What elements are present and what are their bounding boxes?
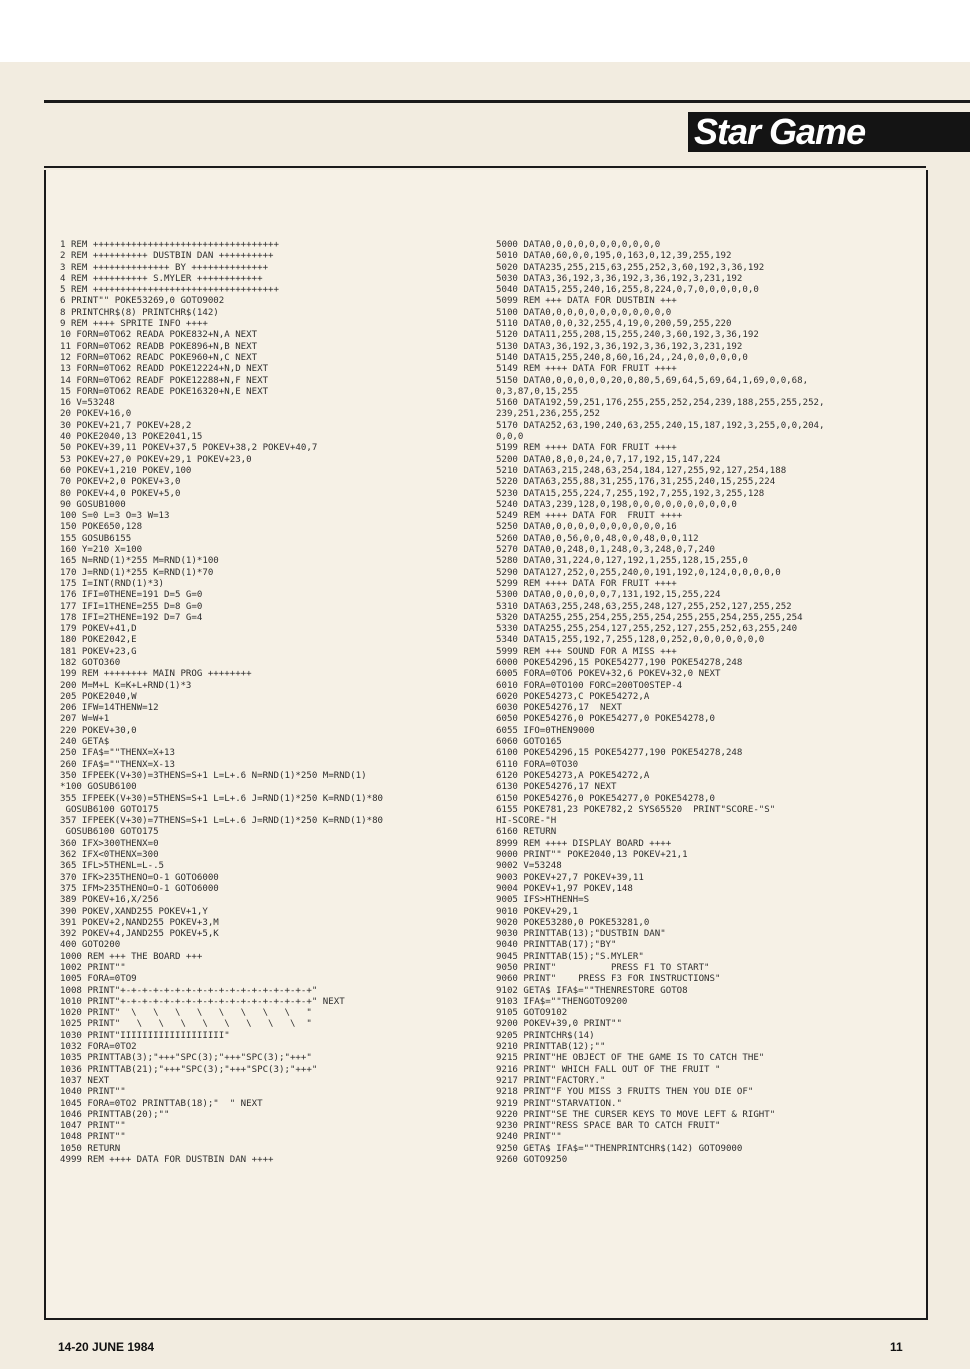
issue-date: 14-20 JUNE 1984 xyxy=(58,1340,155,1354)
header-rule xyxy=(44,100,970,103)
listing-column-right: 5000 DATA0,0,0,0,0,0,0,0,0,0,0 5010 DATA0,60,0,0,195,0,163,0,12,39,255,192 5020 DATA235,255,215,63,255,252,3,60,192,3,36,192 5030 DATA3,36,192,3,36,192,3,36,192,3,231,192 5040 DATA15,255,240,16,255,8,224,0,7,0,0,0,0,0,0 5099 REM +++ DATA FOR DUSTBIN +++ 5100 DATA0,0,0,0,0,0,0,0,0,0,0,0 5110 DATA0,0,0,32,255,4,19,0,200,59,255,220 5120 DATA11,255,208,15,255,240,3,60,192,3,36,192 5130 DATA3,36,192,3,36,192,3,36,192,3,231,192 5140 DATA15,255,240,8,60,16,24,,24,0,0,0,0,0,0 5149 REM ++++ DATA FOR FRUIT ++++ 5150 DATA0,0,0,0,0,0,20,0,80,5,69,64,5,69,64,1,69,0,0,68, 0,3,87,0,15,255 5160 DATA192,59,251,176,255,255,252,254,239,188,255,255,252, 239,251,236,255,252 5170 DATA252,63,190,240,63,255,240,15,187,192,3,255,0,0,204, 0,0,0 5199 REM ++++ DATA FOR FRUIT ++++ 5200 DATA0,8,0,0,24,0,7,17,192,15,147,224 5210 DATA63,215,248,63,254,184,127,255,92,127,254,188 5220 DATA63,255,88,31,255,176,31,255,240,15,255,224 5230 DATA15,255,224,7,255,192,7,255,192,3,255,128 5240 DATA3,239,128,0,198,0,0,0,0,0,0,0,0,0,0 5249 REM ++++ DATA FOR FRUIT ++++ 5250 DATA0,0,0,0,0,0,0,0,0,0,0,16 5260 DATA0,0,56,0,0,48,0,0,48,0,0,112 5270 DATA0,0,248,0,1,248,0,3,248,0,7,240 5280 DATA0,31,224,0,127,192,1,255,128,15,255,0 5290 DATA127,252,0,255,240,0,191,192,0,124,0,0,0,0,0 5299 REM ++++ DATA FOR FRUIT ++++ 5300 DATA0,0,0,0,0,0,7,131,192,15,255,224 5310 DATA63,255,248,63,255,248,127,255,252,127,255,252 5320 DATA255,255,254,255,255,254,255,255,254,255,255,254 5330 DATA255,255,254,127,255,252,127,255,252,63,255,240 5340 DATA15,255,192,7,255,128,0,252,0,0,0,0,0,0,0 5999 REM +++ SOUND FOR A MISS +++ 6000 POKE54296,15 POKE54277,190 POKE54278,248 6005 FORA=0TO6 POKEV+32,6 POKEV+32,0 NEXT 6010 FORA=0TO100 FORC=200TO0STEP-4 6020 POKE54273,C POKE54272,A 6030 POKE54276,17 NEXT 6050 POKE54276,0 POKE54277,0 POKE54278,0 6055 IFO=0THEN9000 6060 GOTO165 6100 POKE54296,15 POKE54277,190 POKE54278,248 6110 FORA=0TO30 6120 POKE54273,A POKE54272,A 6130 POKE54276,17 NEXT 6150 POKE54276,0 POKE54277,0 POKE54278,0 6155 POKE781,23 POKE782,2 SYS65520 PRINT"SCORE-"S" HI-SCORE-"H 6160 RETURN 8999 REM ++++ DISPLAY BOARD ++++ 9000 PRINT"" POKE2040,13 POKEV+21,1 9002 V=53248 9003 POKEV+27,7 POKEV+39,11 9004 POKEV+1,97 POKEV,148 9005 IFS>HTHENH=S 9010 POKEV+29,1 9020 POKE53280,0 POKE53281,0 9030 PRINTTAB(13);"DUSTBIN DAN" 9040 PRINTTAB(17);"BY" 9045 PRINTTAB(15);"S.MYLER" 9050 PRINT" PRESS F1 TO START" 9060 PRINT" PRESS F3 FOR INSTRUCTIONS" 9102 GETA$ IFA$=""THENRESTORE GOTO8 9103 IFA$=""THENGOTO9200 9105 GOTO9102 9200 POKEV+39,0 PRINT"" 9205 PRINTCHR$(14) 9210 PRINTTAB(12);"" 9215 PRINT"HE OBJECT OF THE GAME IS TO CATCH THE" 9216 PRINT" WHICH FALL OUT OF THE FRUIT " 9217 PRINT"FACTORY." 9218 PRINT"F YOU MISS 3 FRUITS THEN YOU DIE OF" 9219 PRINT"STARVATION." 9220 PRINT"SE THE CURSER KEYS TO MOVE LEFT & RIGHT" 9230 PRINT"RESS SPACE BAR TO CATCH FRUIT" 9240 PRINT"" 9250 GETA$ IFA$=""THENPRINTCHR$(142) GOTO9000 9260 GOTO9250 xyxy=(496,240,825,1166)
listing-column-left: 1 REM ++++++++++++++++++++++++++++++++++ 2 REM ++++++++++ DUSTBIN DAN ++++++++++ 3 REM ++++++++++++++ BY ++++++++++++++ 4 REM ++++++++++ S.MYLER ++++++++++++ 5 REM ++++++++++++++++++++++++++++++++++ 6 PRINT"" POKE53269,0 GOTO9002 8 PRINTCHR$(8) PRINTCHR$(142) 9 REM ++++ SPRITE INFO ++++ 10 FORN=0TO62 READA POKE832+N,A NEXT 11 FORN=0TO62 READB POKE896+N,B NEXT 12 FORN=0TO62 READC POKE960+N,C NEXT 13 FORN=0TO62 READD POKE12224+N,D NEXT 14 FORN=0TO62 READF POKE12288+N,F NEXT 15 FORN=0TO62 READE POKE16320+N,E NEXT 16 V=53248 20 POKEV+16,0 30 POKEV+21,7 POKEV+28,2 40 POKE2040,13 POKE2041,15 50 POKEV+39,11 POKEV+37,5 POKEV+38,2 POKEV+40,7 53 POKEV+27,0 POKEV+29,1 POKEV+23,0 60 POKEV+1,210 POKEV,100 70 POKEV+2,0 POKEV+3,0 80 POKEV+4,0 POKEV+5,0 90 GOSUB1000 100 S=0 L=3 O=3 W=13 150 POKE650,128 155 GOSUB6155 160 Y=210 X=100 165 N=RND(1)*255 M=RND(1)*100 170 J=RND(1)*255 K=RND(1)*70 175 I=INT(RND(1)*3) 176 IFI=0THENE=191 D=5 G=0 177 IFI=1THENE=255 D=8 G=0 178 IFI=2THENE=192 D=7 G=4 179 POKEV+41,D 180 POKE2042,E 181 POKEV+23,G 182 GOTO360 199 REM ++++++++ MAIN PROG ++++++++ 200 M=M+L K=K+L+RND(1)*3 205 POKE2040,W 206 IFW=14THENW=12 207 W=W+1 220 POKEV+30,0 240 GETA$ 250 IFA$=""THENX=X+13 260 IFA$=""THENX=X-13 350 IFPEEK(V+30)=3THENS=S+1 L=L+.6 N=RND(1)*250 M=RND(1) *100 GOSUB6100 355 IFPEEK(V+30)=5THENS=S+1 L=L+.6 J=RND(1)*250 K=RND(1)*80 GOSUB6100 GOTO175 357 IFPEEK(V+30)=7THENS=S+1 L=L+.6 J=RND(1)*250 K=RND(1)*80 GOSUB6100 GOTO175 360 IFX>300THENX=0 362 IFX<0THENX=300 365 IFL>5THENL=L-.5 370 IFK>235THENO=O-1 GOTO6000 375 IFM>235THENO=O-1 GOTO6000 389 POKEV+16,X/256 390 POKEV,XAND255 POKEV+1,Y 391 POKEV+2,NAND255 POKEV+3,M 392 POKEV+4,JAND255 POKEV+5,K 400 GOTO200 1000 REM +++ THE BOARD +++ 1002 PRINT"" 1005 FORA=0TO9 1008 PRINT"+-+-+-+-+-+-+-+-+-+-+-+-+-+-+-+-+-+" 1010 PRINT"+-+-+-+-+-+-+-+-+-+-+-+-+-+-+-+-+-+" NEXT 1020 PRINT" \ \ \ \ \ \ \ \ " 1025 PRINT" \ \ \ \ \ \ \ \ " 1030 PRINT"IIIIIIIIIIIIIIIIIII" 1032 FORA=0TO2 1035 PRINTTAB(3);"+++"SPC(3);"+++"SPC(3);"+++" 1036 PRINTTAB(21);"+++"SPC(3);"+++"SPC(3);"+++" 1037 NEXT 1040 PRINT"" 1045 FORA=0TO2 PRINTTAB(18);" " NEXT 1046 PRINTTAB(20);"" 1047 PRINT"" 1048 PRINT"" 1050 RETURN 4999 REM ++++ DATA FOR DUSTBIN DAN ++++ xyxy=(60,240,384,1166)
frame-top-rule xyxy=(44,166,926,168)
page-number: 11 xyxy=(890,1340,903,1354)
section-title-banner: Star Game xyxy=(688,112,970,152)
top-margin xyxy=(0,0,970,62)
